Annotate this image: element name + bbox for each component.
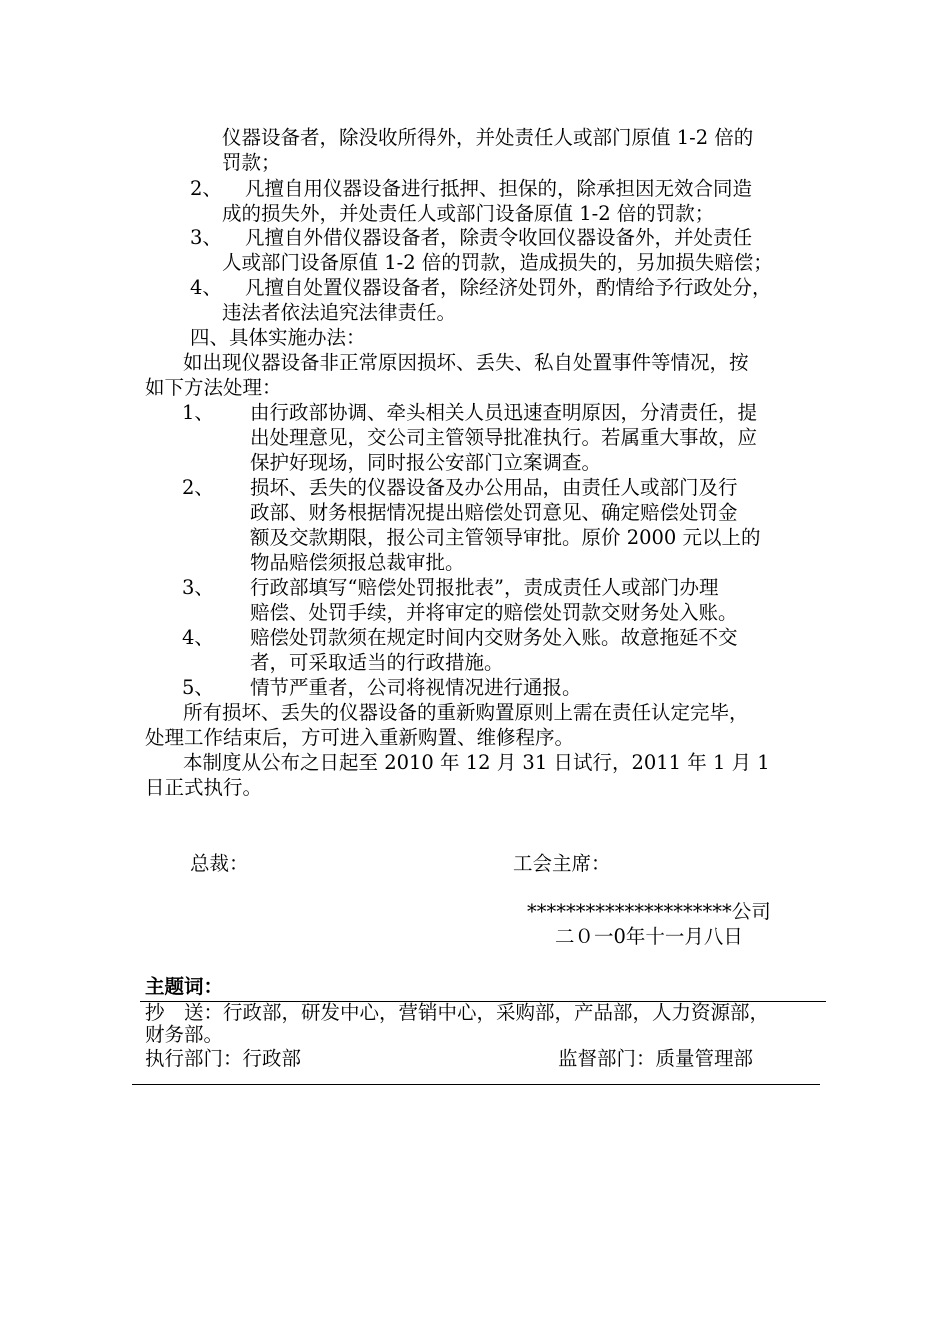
company-name: *********************公司 xyxy=(527,900,771,923)
section4-intro-line1: 如出现仪器设备非正常原因损坏、丢失、私自处置事件等情况，按 xyxy=(183,351,749,374)
item1-cont-line1: 仪器设备者，除没收所得外，并处责任人或部门原值 1-2 倍的 xyxy=(222,126,754,149)
s4-item2-line2: 政部、财务根据情况提出赔偿处罚意见、确定赔偿处罚金 xyxy=(250,501,738,524)
item3-line1: 凡擅自外借仪器设备者，除责令收回仪器设备外，并处责任 xyxy=(245,226,753,249)
item3-number: 3、 xyxy=(190,226,222,249)
s4-item5-line1: 情节严重者，公司将视情况进行通报。 xyxy=(250,676,582,699)
issue-date: 二０一0年十一月八日 xyxy=(555,925,743,948)
president-signature-label: 总裁： xyxy=(190,852,249,875)
s4-item1-line3: 保护好现场，同时报公安部门立案调查。 xyxy=(250,451,602,474)
section4-heading: 四、具体实施办法： xyxy=(190,326,366,349)
supervise-dept: 监督部门：质量管理部 xyxy=(558,1047,754,1070)
s4-item4-number: 4、 xyxy=(182,626,214,649)
s4-item2-line1: 损坏、丢失的仪器设备及办公用品，由责任人或部门及行 xyxy=(250,476,738,499)
item2-line2: 成的损失外，并处责任人或部门设备原值 1-2 倍的罚款； xyxy=(222,202,715,225)
s4-item4-line2: 者，可采取适当的行政措施。 xyxy=(250,651,504,674)
s4-item1-line1: 由行政部协调、牵头相关人员迅速查明原因，分清责任，提 xyxy=(250,401,758,424)
s4-item4-line1: 赔偿处罚款须在规定时间内交财务处入账。故意拖延不交 xyxy=(250,626,738,649)
keywords-label: 主题词： xyxy=(145,975,224,998)
item4-line2: 违法者依法追究法律责任。 xyxy=(222,301,457,324)
s4-item2-number: 2、 xyxy=(182,476,214,499)
s4-item3-line1: 行政部填写“赔偿处罚报批表”，责成责任人或部门办理 xyxy=(250,576,719,599)
effective-line1: 本制度从公布之日起至 2010 年 12 月 31 日试行，2011 年 1 月 1 xyxy=(183,751,770,774)
cc-line2: 财务部。 xyxy=(145,1023,224,1046)
union-chair-signature-label: 工会主席： xyxy=(513,852,611,875)
effective-line2: 日正式执行。 xyxy=(145,776,263,799)
item2-line1: 凡擅自用仪器设备进行抵押、担保的，除承担因无效合同造 xyxy=(245,177,753,200)
s4-item2-line4: 物品赔偿须报总裁审批。 xyxy=(250,551,465,574)
exec-dept: 执行部门：行政部 xyxy=(145,1047,302,1070)
s4-item1-line2: 出处理意见，交公司主管领导批准执行。若属重大事故，应 xyxy=(250,426,758,449)
s4-item3-number: 3、 xyxy=(182,576,214,599)
item4-line1: 凡擅自处置仪器设备者，除经济处罚外，酌情给予行政处分， xyxy=(245,276,772,299)
item2-number: 2、 xyxy=(190,177,222,200)
cc-line1: 抄 送：行政部，研发中心，营销中心，采购部，产品部，人力资源部， xyxy=(145,1001,770,1024)
s4-item2-line3: 额及交款期限，报公司主管领导审批。原价 2000 元以上的 xyxy=(250,526,761,549)
item3-line2: 人或部门设备原值 1-2 倍的罚款，造成损失的，另加损失赔偿； xyxy=(222,251,773,274)
s4-item5-number: 5、 xyxy=(182,676,214,699)
s4-item3-line2: 赔偿、处罚手续，并将审定的赔偿处罚款交财务处入账。 xyxy=(250,601,738,624)
section4-intro-line2: 如下方法处理： xyxy=(145,376,282,399)
item4-number: 4、 xyxy=(190,276,222,299)
repurchase-line2: 处理工作结束后，方可进入重新购置、维修程序。 xyxy=(145,726,575,749)
footer-bottom-rule xyxy=(132,1084,820,1085)
item1-cont-line2: 罚款； xyxy=(222,151,281,174)
s4-item1-number: 1、 xyxy=(182,401,214,424)
repurchase-line1: 所有损坏、丢失的仪器设备的重新购置原则上需在责任认定完毕， xyxy=(183,701,749,724)
